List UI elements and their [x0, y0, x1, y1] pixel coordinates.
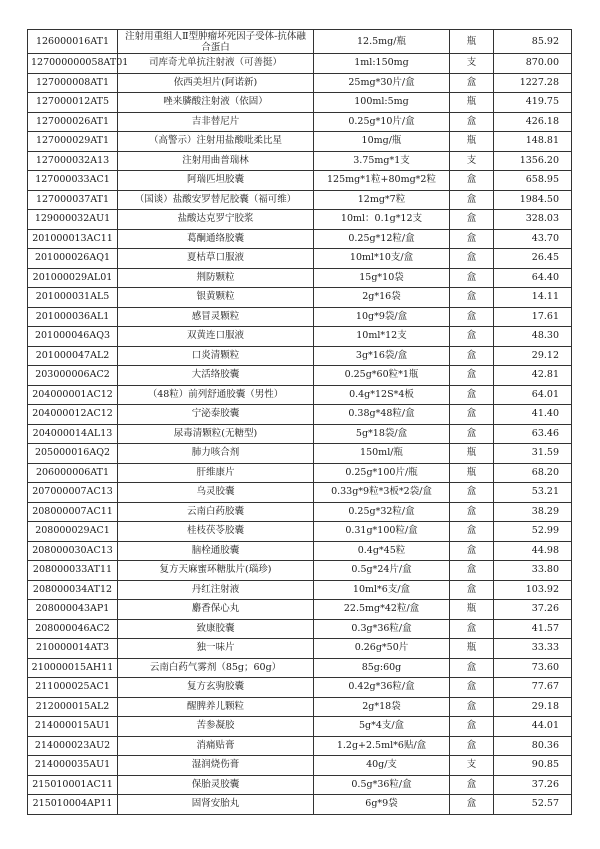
table-row — [28, 288, 572, 308]
drug-name-cell: 醒脾养儿颗粒 — [118, 697, 314, 717]
drug-unit-cell: 盒 — [450, 424, 494, 444]
drug-unit-cell: 盒 — [450, 619, 494, 639]
drug-name-cell: 独一味片 — [118, 639, 314, 659]
table-row — [28, 151, 572, 171]
drug-price-cell: 73.60 — [494, 658, 572, 678]
table-row — [28, 268, 572, 288]
drug-spec-cell: 0.3g*36粒/盒 — [314, 619, 450, 639]
table-row — [28, 463, 572, 483]
drug-name-cell: 苦参凝胶 — [118, 717, 314, 737]
table-row — [28, 756, 572, 776]
drug-unit-cell: 盒 — [450, 541, 494, 561]
drug-name-cell: （高警示）注射用盐酸吡柔比星 — [118, 132, 314, 152]
drug-unit-cell: 盒 — [450, 697, 494, 717]
drug-name-cell: 脑栓通胶囊 — [118, 541, 314, 561]
drug-price-cell: 43.70 — [494, 229, 572, 249]
drug-code-cell: 127000033AC1 — [28, 171, 118, 191]
table-row — [28, 327, 572, 347]
drug-name-cell: 依西美坦片(阿诺新) — [118, 73, 314, 93]
drug-spec-cell: 10ml*6支/盒 — [314, 580, 450, 600]
table-row — [28, 561, 572, 581]
drug-name-cell: 肝维康片 — [118, 463, 314, 483]
drug-unit-cell: 瓶 — [450, 600, 494, 620]
drug-spec-cell: 0.38g*48粒/盒 — [314, 405, 450, 425]
drug-spec-cell: 0.25g*60粒*1瓶 — [314, 366, 450, 386]
drug-unit-cell: 盒 — [450, 346, 494, 366]
drug-code-cell: 201000029AL01 — [28, 268, 118, 288]
drug-unit-cell: 盒 — [450, 190, 494, 210]
drug-price-cell: 14.11 — [494, 288, 572, 308]
drug-spec-cell: 0.31g*100粒/盒 — [314, 522, 450, 542]
drug-price-cell: 52.57 — [494, 795, 572, 815]
drug-price-cell: 42.81 — [494, 366, 572, 386]
drug-spec-cell: 25mg*30片/盒 — [314, 73, 450, 93]
drug-code-cell: 204000012AC12 — [28, 405, 118, 425]
table-row — [28, 171, 572, 191]
drug-name-cell: 宁泌泰胶囊 — [118, 405, 314, 425]
drug-name-cell: 盐酸达克罗宁胶浆 — [118, 210, 314, 230]
drug-name-cell: 司库奇尤单抗注射液（可善挺） — [118, 54, 314, 74]
drug-spec-cell: 5g*4支/盒 — [314, 717, 450, 737]
drug-spec-cell: 12.5mg/瓶 — [314, 30, 450, 54]
drug-name-cell: 消痛贴膏 — [118, 736, 314, 756]
drug-price-cell: 29.18 — [494, 697, 572, 717]
table-row — [28, 385, 572, 405]
drug-spec-cell: 2g*16袋 — [314, 288, 450, 308]
drug-code-cell: 214000015AU1 — [28, 717, 118, 737]
drug-code-cell: 208000043AP1 — [28, 600, 118, 620]
drug-name-cell: 夏枯草口服液 — [118, 249, 314, 269]
drug-unit-cell: 瓶 — [450, 463, 494, 483]
drug-code-cell: 201000031AL5 — [28, 288, 118, 308]
drug-unit-cell: 盒 — [450, 775, 494, 795]
drug-unit-cell: 盒 — [450, 366, 494, 386]
drug-spec-cell: 10g*9袋/盒 — [314, 307, 450, 327]
drug-spec-cell: 0.42g*36粒/盒 — [314, 678, 450, 698]
drug-price-cell: 658.95 — [494, 171, 572, 191]
table-row — [28, 502, 572, 522]
drug-name-cell: 云南白药气雾剂（85g；60g） — [118, 658, 314, 678]
drug-code-cell: 201000013AC11 — [28, 229, 118, 249]
drug-code-cell: 205000016AQ2 — [28, 444, 118, 464]
drug-code-cell: 212000015AL2 — [28, 697, 118, 717]
drug-price-cell: 33.80 — [494, 561, 572, 581]
drug-price-cell: 68.20 — [494, 463, 572, 483]
drug-spec-cell: 0.25g*10片/盒 — [314, 112, 450, 132]
drug-unit-cell: 支 — [450, 54, 494, 74]
drug-name-cell: 注射用曲普瑞林 — [118, 151, 314, 171]
drug-code-cell: 210000014AT3 — [28, 639, 118, 659]
table-row — [28, 73, 572, 93]
drug-spec-cell: 0.33g*9粒*3板*2袋/盒 — [314, 483, 450, 503]
drug-name-cell: 保胎灵胶囊 — [118, 775, 314, 795]
drug-name-cell: 阿瑞匹坦胶囊 — [118, 171, 314, 191]
drug-name-cell: 双黄连口服液 — [118, 327, 314, 347]
drug-unit-cell: 盒 — [450, 795, 494, 815]
drug-unit-cell: 盒 — [450, 522, 494, 542]
drug-price-cell: 26.45 — [494, 249, 572, 269]
drug-price-cell: 17.61 — [494, 307, 572, 327]
drug-spec-cell: 0.5g*24片/盒 — [314, 561, 450, 581]
table-row — [28, 132, 572, 152]
drug-spec-cell: 12mg*7粒 — [314, 190, 450, 210]
drug-code-cell: 214000023AU2 — [28, 736, 118, 756]
drug-spec-cell: 0.25g*100片/瓶 — [314, 463, 450, 483]
drug-unit-cell: 盒 — [450, 561, 494, 581]
drug-spec-cell: 10mg/瓶 — [314, 132, 450, 152]
drug-code-cell: 215010001AC11 — [28, 775, 118, 795]
table-row — [28, 249, 572, 269]
drug-name-cell: 吉非替尼片 — [118, 112, 314, 132]
drug-price-cell: 38.29 — [494, 502, 572, 522]
drug-name-cell: 尿毒清颗粒(无糖型) — [118, 424, 314, 444]
drug-unit-cell: 盒 — [450, 502, 494, 522]
table-row — [28, 697, 572, 717]
drug-spec-cell: 3.75mg*1支 — [314, 151, 450, 171]
drug-name-cell: 银黄颗粒 — [118, 288, 314, 308]
drug-name-cell: 唑来膦酸注射液（依固） — [118, 93, 314, 113]
drug-spec-cell: 0.25g*32粒/盒 — [314, 502, 450, 522]
drug-name-cell: 复方玄驹胶囊 — [118, 678, 314, 698]
drug-code-cell: 204000001AC12 — [28, 385, 118, 405]
drug-spec-cell: 10ml*10支/盒 — [314, 249, 450, 269]
drug-spec-cell: 1ml:150mg — [314, 54, 450, 74]
drug-name-cell: 云南白药胶囊 — [118, 502, 314, 522]
drug-code-cell: 208000029AC1 — [28, 522, 118, 542]
drug-name-cell: 固肾安胎丸 — [118, 795, 314, 815]
drug-unit-cell: 盒 — [450, 288, 494, 308]
drug-price-cell: 44.01 — [494, 717, 572, 737]
table-row — [28, 190, 572, 210]
table-row — [28, 522, 572, 542]
drug-name-cell: 感冒灵颗粒 — [118, 307, 314, 327]
table-row — [28, 580, 572, 600]
drug-unit-cell: 盒 — [450, 171, 494, 191]
drug-spec-cell: 6g*9袋 — [314, 795, 450, 815]
drug-code-cell: 203000006AC2 — [28, 366, 118, 386]
drug-code-cell: 206000006AT1 — [28, 463, 118, 483]
drug-code-cell: 201000036AL1 — [28, 307, 118, 327]
table-row — [28, 424, 572, 444]
drug-price-cell: 41.40 — [494, 405, 572, 425]
drug-name-cell: （48粒）前列舒通胶囊（男性） — [118, 385, 314, 405]
table-row — [28, 541, 572, 561]
drug-name-cell: 注射用重组人Ⅱ型肿瘤坏死因子受体-抗体融合蛋白 — [118, 30, 314, 54]
drug-unit-cell: 盒 — [450, 229, 494, 249]
table-row — [28, 600, 572, 620]
drug-name-cell: 湿润烧伤膏 — [118, 756, 314, 776]
drug-unit-cell: 瓶 — [450, 639, 494, 659]
drug-unit-cell: 盒 — [450, 678, 494, 698]
drug-unit-cell: 盒 — [450, 268, 494, 288]
drug-price-cell: 31.59 — [494, 444, 572, 464]
drug-unit-cell: 盒 — [450, 405, 494, 425]
drug-price-cell: 41.57 — [494, 619, 572, 639]
drug-price-cell: 53.21 — [494, 483, 572, 503]
drug-code-cell: 208000034AT12 — [28, 580, 118, 600]
drug-name-cell: 复方天麻蜜环糖肽片(瑙珍) — [118, 561, 314, 581]
drug-price-table — [27, 29, 572, 815]
drug-name-cell: 葛酮通络胶囊 — [118, 229, 314, 249]
drug-code-cell: 127000000058AT01 — [28, 54, 118, 74]
drug-name-cell: 口炎清颗粒 — [118, 346, 314, 366]
drug-spec-cell: 1.2g+2.5ml*6贴/盒 — [314, 736, 450, 756]
drug-unit-cell: 支 — [450, 756, 494, 776]
drug-unit-cell: 盒 — [450, 327, 494, 347]
drug-price-cell: 1227.28 — [494, 73, 572, 93]
drug-code-cell: 129000032AU1 — [28, 210, 118, 230]
drug-spec-cell: 0.26g*50片 — [314, 639, 450, 659]
drug-price-cell: 80.36 — [494, 736, 572, 756]
drug-spec-cell: 85g:60g — [314, 658, 450, 678]
drug-unit-cell: 盒 — [450, 736, 494, 756]
table-row — [28, 775, 572, 795]
table-row — [28, 210, 572, 230]
table-row — [28, 483, 572, 503]
table-row — [28, 405, 572, 425]
drug-code-cell: 208000046AC2 — [28, 619, 118, 639]
drug-name-cell: 麝香保心丸 — [118, 600, 314, 620]
drug-code-cell: 204000014AL13 — [28, 424, 118, 444]
drug-price-cell: 48.30 — [494, 327, 572, 347]
drug-code-cell: 215010004AP11 — [28, 795, 118, 815]
table-row — [28, 346, 572, 366]
drug-price-cell: 52.99 — [494, 522, 572, 542]
table-row — [28, 366, 572, 386]
drug-code-cell: 208000033AT11 — [28, 561, 118, 581]
drug-name-cell: 荆防颗粒 — [118, 268, 314, 288]
drug-spec-cell: 3g*16袋/盒 — [314, 346, 450, 366]
drug-code-cell: 127000026AT1 — [28, 112, 118, 132]
drug-code-cell: 127000008AT1 — [28, 73, 118, 93]
table-row — [28, 30, 572, 54]
drug-unit-cell: 盒 — [450, 249, 494, 269]
drug-price-cell: 103.92 — [494, 580, 572, 600]
drug-price-cell: 328.03 — [494, 210, 572, 230]
drug-spec-cell: 0.25g*12粒/盒 — [314, 229, 450, 249]
table-row — [28, 112, 572, 132]
table-row — [28, 307, 572, 327]
drug-spec-cell: 10ml*12支 — [314, 327, 450, 347]
drug-price-cell: 44.98 — [494, 541, 572, 561]
drug-unit-cell: 盒 — [450, 717, 494, 737]
drug-code-cell: 127000012AT5 — [28, 93, 118, 113]
drug-code-cell: 127000029AT1 — [28, 132, 118, 152]
drug-code-cell: 127000037AT1 — [28, 190, 118, 210]
table-row — [28, 658, 572, 678]
drug-unit-cell: 盒 — [450, 307, 494, 327]
drug-unit-cell: 瓶 — [450, 132, 494, 152]
table-row — [28, 795, 572, 815]
drug-price-table-page — [27, 29, 571, 815]
drug-unit-cell: 盒 — [450, 385, 494, 405]
table-row — [28, 54, 572, 74]
table-row — [28, 736, 572, 756]
table-body — [28, 30, 572, 815]
drug-price-cell: 29.12 — [494, 346, 572, 366]
drug-price-cell: 64.40 — [494, 268, 572, 288]
drug-price-cell: 63.46 — [494, 424, 572, 444]
drug-spec-cell: 2g*18袋 — [314, 697, 450, 717]
drug-spec-cell: 5g*18袋/盒 — [314, 424, 450, 444]
drug-code-cell: 126000016AT1 — [28, 30, 118, 54]
table-row — [28, 717, 572, 737]
drug-price-cell: 85.92 — [494, 30, 572, 54]
drug-unit-cell: 盒 — [450, 483, 494, 503]
drug-unit-cell: 盒 — [450, 658, 494, 678]
drug-unit-cell: 瓶 — [450, 444, 494, 464]
drug-spec-cell: 150ml/瓶 — [314, 444, 450, 464]
table-row — [28, 639, 572, 659]
table-row — [28, 229, 572, 249]
drug-price-cell: 1984.50 — [494, 190, 572, 210]
drug-code-cell: 208000030AC13 — [28, 541, 118, 561]
drug-code-cell: 201000026AQ1 — [28, 249, 118, 269]
drug-unit-cell: 盒 — [450, 210, 494, 230]
drug-spec-cell: 0.4g*12S*4板 — [314, 385, 450, 405]
drug-name-cell: （国谈）盐酸安罗替尼胶囊（福可维） — [118, 190, 314, 210]
drug-name-cell: 乌灵胶囊 — [118, 483, 314, 503]
drug-unit-cell: 盒 — [450, 580, 494, 600]
drug-name-cell: 大活络胶囊 — [118, 366, 314, 386]
table-row — [28, 619, 572, 639]
drug-price-cell: 37.26 — [494, 775, 572, 795]
drug-code-cell: 211000025AC1 — [28, 678, 118, 698]
drug-price-cell: 77.67 — [494, 678, 572, 698]
drug-name-cell: 桂枝茯苓胶囊 — [118, 522, 314, 542]
drug-name-cell: 致康胶囊 — [118, 619, 314, 639]
drug-code-cell: 127000032A13 — [28, 151, 118, 171]
drug-spec-cell: 22.5mg*42粒/盒 — [314, 600, 450, 620]
drug-price-cell: 148.81 — [494, 132, 572, 152]
drug-code-cell: 207000007AC13 — [28, 483, 118, 503]
drug-unit-cell: 盒 — [450, 112, 494, 132]
drug-spec-cell: 0.5g*36粒/盒 — [314, 775, 450, 795]
drug-unit-cell: 支 — [450, 151, 494, 171]
drug-price-cell: 37.26 — [494, 600, 572, 620]
table-row — [28, 93, 572, 113]
drug-name-cell: 肺力咳合剂 — [118, 444, 314, 464]
drug-price-cell: 419.75 — [494, 93, 572, 113]
drug-price-cell: 64.01 — [494, 385, 572, 405]
drug-price-cell: 1356.20 — [494, 151, 572, 171]
drug-name-cell: 丹红注射液 — [118, 580, 314, 600]
drug-code-cell: 208000007AC11 — [28, 502, 118, 522]
drug-code-cell: 201000047AL2 — [28, 346, 118, 366]
drug-code-cell: 214000035AU1 — [28, 756, 118, 776]
drug-price-cell: 33.33 — [494, 639, 572, 659]
drug-code-cell: 210000015AH11 — [28, 658, 118, 678]
drug-unit-cell: 瓶 — [450, 30, 494, 54]
drug-price-cell: 870.00 — [494, 54, 572, 74]
drug-price-cell: 90.85 — [494, 756, 572, 776]
drug-spec-cell: 10ml：0.1g*12支 — [314, 210, 450, 230]
drug-code-cell: 201000046AQ3 — [28, 327, 118, 347]
table-row — [28, 444, 572, 464]
drug-spec-cell: 125mg*1粒+80mg*2粒 — [314, 171, 450, 191]
drug-price-cell: 426.18 — [494, 112, 572, 132]
drug-spec-cell: 15g*10袋 — [314, 268, 450, 288]
drug-unit-cell: 盒 — [450, 73, 494, 93]
drug-spec-cell: 100ml:5mg — [314, 93, 450, 113]
drug-unit-cell: 瓶 — [450, 93, 494, 113]
table-row — [28, 678, 572, 698]
drug-spec-cell: 0.4g*45粒 — [314, 541, 450, 561]
drug-spec-cell: 40g/支 — [314, 756, 450, 776]
